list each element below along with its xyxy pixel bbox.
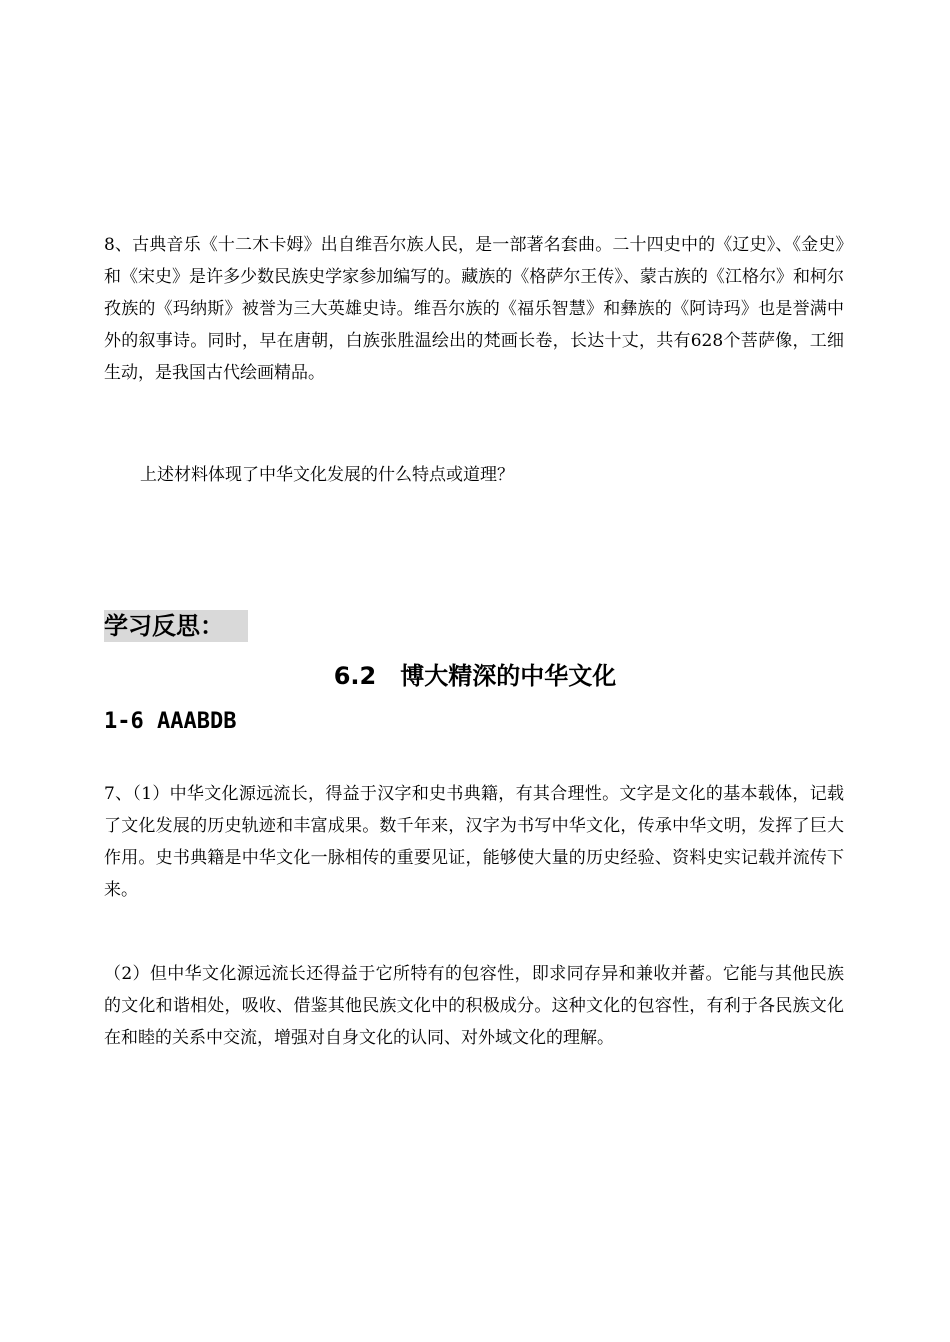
question-7-part-1: 7、（1）中华文化源远流长，得益于汉字和史书典籍，有其合理性。文字是文化的基本载体，记载了文化发展的历史轨迹和丰富成果。数千年来，汉字为书写中华文化，传承中华文明，发挥了巨大作用。史书典籍是中华文化一脉相传的重要见证，能够使大量的历史经验、资料史实记载并流传下来。 [104, 784, 844, 900]
question-7-part-2: （2）但中华文化源远流长还得益于它所特有的包容性，即求同存异和兼收并蓄。它能与其他民族的文化和谐相处，吸收、借鉴其他民族文化中的积极成分。这种文化的包容性，有利于各民族文化在和睦的关系中交流，增强对自身文化的认同、对外域文化的理解。 [104, 964, 844, 1048]
question-8-material: 8、古典音乐《十二木卡姆》出自维吾尔族人民，是一部著名套曲。二十四史中的《辽史》、《金史》和《宋史》是许多少数民族史学家参加编写的。藏族的《格萨尔王传》、蒙古族的《江格尔》和柯尔孜族的《玛纳斯》被誉为三大英雄史诗。维吾尔族的《福乐智慧》和彝族的《阿诗玛》也是誉满中外的叙事诗。同时，早在唐朝，白族张胜温绘出的梵画长卷，长达十丈，共有628个菩萨像，工细生动，是我国古代绘画精品。 [104, 235, 844, 383]
reflection-heading: 学习反思： [104, 610, 248, 642]
section-title: 6.2 博大精深的中华文化 [333, 662, 617, 690]
question-8-prompt: 上述材料体现了中华文化发展的什么特点或道理？ [140, 465, 514, 485]
answers-1-6: 1-6 AAABDB [104, 709, 237, 734]
